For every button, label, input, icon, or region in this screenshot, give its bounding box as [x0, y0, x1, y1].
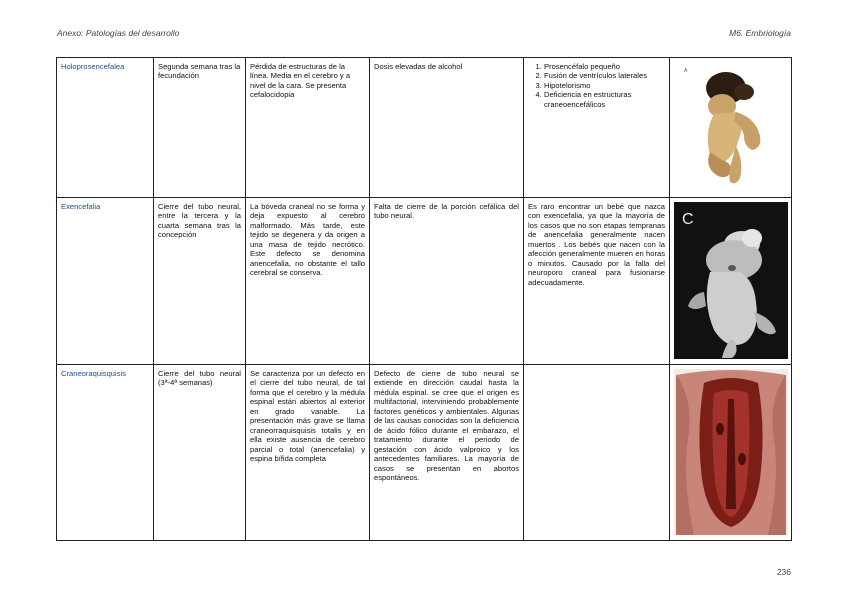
- list-item: 4. Deficiencia en estructuras craneoencefálicos: [544, 90, 665, 109]
- running-header-left: Anexo: Patologías del desarrollo: [57, 28, 180, 38]
- table-row: [57, 365, 792, 541]
- pathology-description: Pérdida de estructuras de la línea. Media en el cerebro y a nivel de la cara. Se presenta cefalocidopia: [246, 58, 370, 198]
- table-row: [57, 58, 792, 198]
- pathology-notes: Es raro encontrar un bebé que nazca con exencefalia, ya que la mayoría de los casos que no son etapas tempranas de anencefalia generalmente nacen muertos . Los bebés que nacen con la afección generalmente mueren en horas o minutos. Causado por la falla del neuroporo craneal para fusionarse adecuadamente.: [524, 198, 670, 365]
- pathology-description: Se caracteriza por un defecto en el cierre del tubo neural, de tal forma que el cerebro y la médula espinal están abiertos al exterior en grado variable. La presentación más grave se llama craneorraquisquisis totalis y en ella existe ausencia de cerebro parcial o total (anencefalia) y espina bífida completa: [246, 365, 370, 541]
- exencephaly-photo: [670, 198, 792, 365]
- pathology-cause: Defecto de cierre de tubo neural se extiende en dirección caudal hasta la médula espinal. se cree que el origen es multifactorial, interviniendo probablemente factores genéticos y ambientales. Algunas de las causas conocidas son la deficiencia de ácido fólico durante el embarazo, el tratamiento durante el periodo de gestación con ácido valproico y los antecedentes familiares. La mayoría de casos se presentan en abortos espontáneos.: [370, 365, 524, 541]
- list-item: 3. Hipotelorismo: [544, 81, 665, 90]
- pathology-name: Exencefalia: [57, 198, 154, 365]
- image-panel-label: C: [682, 211, 694, 228]
- pathology-description: La bóveda craneal no se forma y deja expuesto al cerebro malformado. Más tarde, este tejido se degenera y da origen a una masa de tejido necrótico. Este defecto se denomina anencefalia, no obstante el tallo cerebral se conserva.: [246, 198, 370, 365]
- pathology-notes-empty: [524, 365, 670, 541]
- image-panel-label: A: [684, 68, 688, 74]
- list-item: 2. Fusión de ventrículos laterales: [544, 71, 665, 80]
- pathology-name: Holoprosencefalea: [57, 58, 154, 198]
- running-header-right: M6. Embriología: [729, 28, 791, 38]
- pathology-cause: Falta de cierre de la porción cefálica del tubo neural.: [370, 198, 524, 365]
- list-item: 1. Prosencéfalo pequeño: [544, 62, 665, 71]
- holoprosencephaly-photo: [670, 58, 792, 198]
- pathology-timing: Cierre del tubo neural (3ª-4ª semanas): [154, 365, 246, 541]
- pathology-name: Craneoraquisquisis: [57, 365, 154, 541]
- table-row: [57, 198, 792, 365]
- pathology-table: [56, 57, 792, 541]
- pathology-timing: Segunda semana tras la fecundación: [154, 58, 246, 198]
- craniorachischisis-photo: [670, 365, 792, 541]
- fetus-figure-illustration: [674, 62, 788, 190]
- features-list: [528, 62, 665, 109]
- page-number: 236: [776, 567, 791, 577]
- pathology-timing: Cierre del tubo neural, entre la tercera y la cuarta semana tras la concepción: [154, 198, 246, 365]
- specimen-photo-illustration: [674, 369, 788, 535]
- pathology-features: [524, 58, 670, 198]
- pathology-cause: Dosis elevadas de alcohol: [370, 58, 524, 198]
- embryo-photo-illustration: [674, 202, 788, 359]
